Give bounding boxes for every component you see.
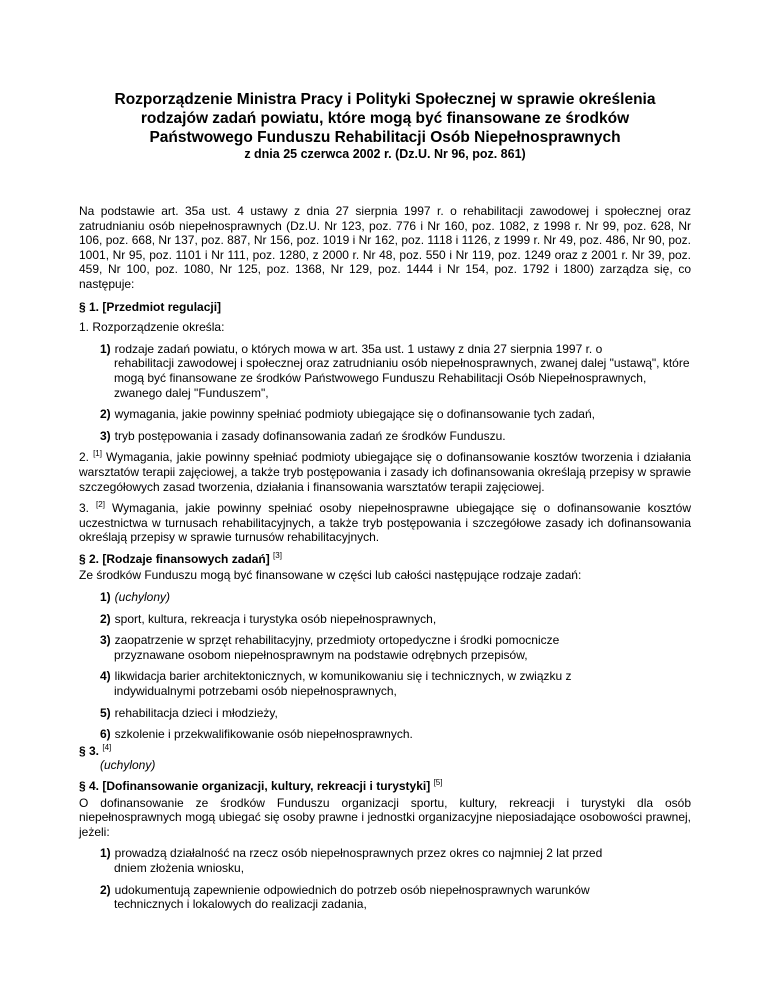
document-date: z dnia 25 czerwca 2002 r. (Dz.U. Nr 96, poz. 861) [244,147,526,161]
list-item [100,407,691,422]
list-item [100,727,691,742]
list-number: 6) [100,727,111,742]
list-number: 2) [100,611,111,626]
list-item [100,633,691,662]
para-number: 2. [79,450,90,465]
list-number: 2) [100,407,111,422]
list-number: 1) [100,590,111,605]
title-line: rodzajów zadań powiatu, które mogą być finansowane ze środków [140,110,630,127]
list-text: wymagania, jakie powinny spełniać podmioty ubiegające się o dofinansowanie tych zadań, [114,407,595,422]
para-number: 3. [79,501,90,516]
list-number: 4) [100,669,111,684]
list-text-cont: dniem złożenia wniosku, [114,860,245,875]
list-item [100,706,691,721]
section-1-para-1: 1. Rozporządzenie określa: [79,320,225,335]
section-4-lead: O dofinansowanie ze środków Funduszu organizacji sportu, kultury, rekreacji i turystyki dla osób niepełnosprawnych mogą ubiegać się osoby prawne i jednostki organizacyjne nieposiadające osobowości prawnej, jeżeli: [79,795,691,839]
list-text-cont: technicznych i lokalowych do realizacji zadania, [114,897,367,912]
list-item [100,846,691,875]
footnote-ref[interactable]: [5] [433,778,443,787]
list-text: tryb postępowania i zasady dofinansowania zadań ze środków Funduszu. [114,428,506,443]
list-item [100,429,691,444]
document-title [80,90,690,147]
footnote-ref[interactable]: [4] [102,742,112,752]
list-number: 5) [100,705,111,720]
section-3-text: (uchylony) [100,758,156,773]
footnote-ref[interactable]: [3] [273,550,282,560]
footnote-ref[interactable]: [1] [93,449,102,459]
section-1-para-2 [79,450,691,494]
title-line: Państwowego Funduszu Rehabilitacji Osób Niepełnosprawnych [149,129,621,146]
list-item [100,342,691,400]
list-text-cont: rehabilitacji zawodowej i społecznej oraz zatrudnianiu osób niepełnosprawnych, zwanej dalej "ustawą", które mogą być finansowane ze środków Państwowego Funduszu Rehabilitacji Osób Niepełnosprawnych, zwanego dalej "Funduszem", [114,356,690,400]
heading-text: § 2. [Rodzaje finansowych zadań] [79,551,274,566]
document-body [79,204,691,919]
list-text-cont: przyznawane osobom niepełnosprawnym na podstawie odrębnych przepisów, [114,647,528,662]
list-text: likwidacja barier architektonicznych, w komunikowaniu się i technicznych, w związku z [114,669,572,684]
list-item [100,590,691,605]
list-text: szkolenie i przekwalifikowanie osób niepełnosprawnych. [114,727,413,742]
list-text: sport, kultura, rekreacja i turystyka osób niepełnosprawnych, [114,611,437,626]
heading-text: § 3. [79,743,103,758]
list-number: 3) [100,633,111,648]
section-4-heading [79,779,691,794]
list-text-cont: indywidualnymi potrzebami osób niepełnosprawnych, [114,684,397,699]
list-item [100,669,691,698]
list-text: rodzaje zadań powiatu, o których mowa w art. 35a ust. 1 ustawy z dnia 27 sierpnia 1997 r. o [114,341,603,356]
list-text: (uchylony) [114,590,171,605]
footnote-ref[interactable]: [2] [96,500,105,510]
heading-text: § 4. [Dofinansowanie organizacji, kultury, rekreacji i turystyki] [79,779,434,793]
para-text: Wymagania, jakie powinny spełniać podmioty ubiegające się o dofinansowanie kosztów tworzenia i działania warsztatów terapii zajęciowej, a także tryb postępowania i zasady ich dofinansowania określają przepisy w sprawie szczegółowych zasad tworzenia, działania i finansowania warsztatów terapii zajęciowej. [79,450,691,494]
list-number: 1) [100,341,111,356]
intro-paragraph: Na podstawie art. 35a ust. 4 ustawy z dnia 27 sierpnia 1997 r. o rehabilitacji zawodowej i społecznej oraz zatrudnianiu osób niepełnosprawnych (Dz.U. Nr 123, poz. 776 i Nr 160, poz. 1082, z 1998 r. Nr 99, poz. 628, Nr 106, poz. 668, Nr 137, poz. 887, Nr 156, poz. 1019 i Nr 162, poz. 1118 i 1126, z 1999 r. Nr 49, poz. 486, Nr 90, poz. 1001, Nr 95, poz. 1101 i Nr 111, poz. 1280, z 2000 r. Nr 48, poz. 550 i Nr 119, poz. 1249 oraz z 2001 r. Nr 39, poz. 459, Nr 100, poz. 1080, Nr 125, poz. 1368, Nr 129, poz. 1444 i Nr 154, poz. 1792 i 1800) zarządza się, co następuje: [79,204,691,291]
list-number: 2) [100,882,111,897]
section-1-para-3 [79,501,691,545]
list-text: prowadzą działalność na rzecz osób niepełnosprawnych przez okres co najmniej 2 lat przed [114,846,603,861]
list-text: zaopatrzenie w sprzęt rehabilitacyjny, przedmioty ortopedyczne i środki pomocnicze [114,633,560,648]
para-text: Wymagania, jakie powinny spełniać osoby niepełnosprawne ubiegające się o dofinansowanie kosztów uczestnictwa w turnusach rehabilitacyjnych, a także tryb postępowania i szczegółowe zasady ich dofinansowania określają przepisy w sprawie turnusów rehabilitacyjnych. [79,501,691,545]
list-item [100,612,691,627]
list-text: udokumentują zapewnienie odpowiednich do potrzeb osób niepełnosprawnych warunków [114,882,590,897]
list-number: 3) [100,428,111,443]
list-text: rehabilitacja dzieci i młodzieży, [114,705,278,720]
list-number: 1) [100,846,111,861]
title-line: Rozporządzenie Ministra Pracy i Polityki Społecznej w sprawie określenia [114,91,656,108]
section-1-heading: § 1. [Przedmiot regulacji] [79,299,222,314]
section-3-heading [79,744,691,759]
section-2-heading [79,552,691,567]
section-2-lead: Ze środków Funduszu mogą być finansowane w części lub całości następujące rodzaje zadań: [79,568,582,583]
list-item [100,883,691,912]
